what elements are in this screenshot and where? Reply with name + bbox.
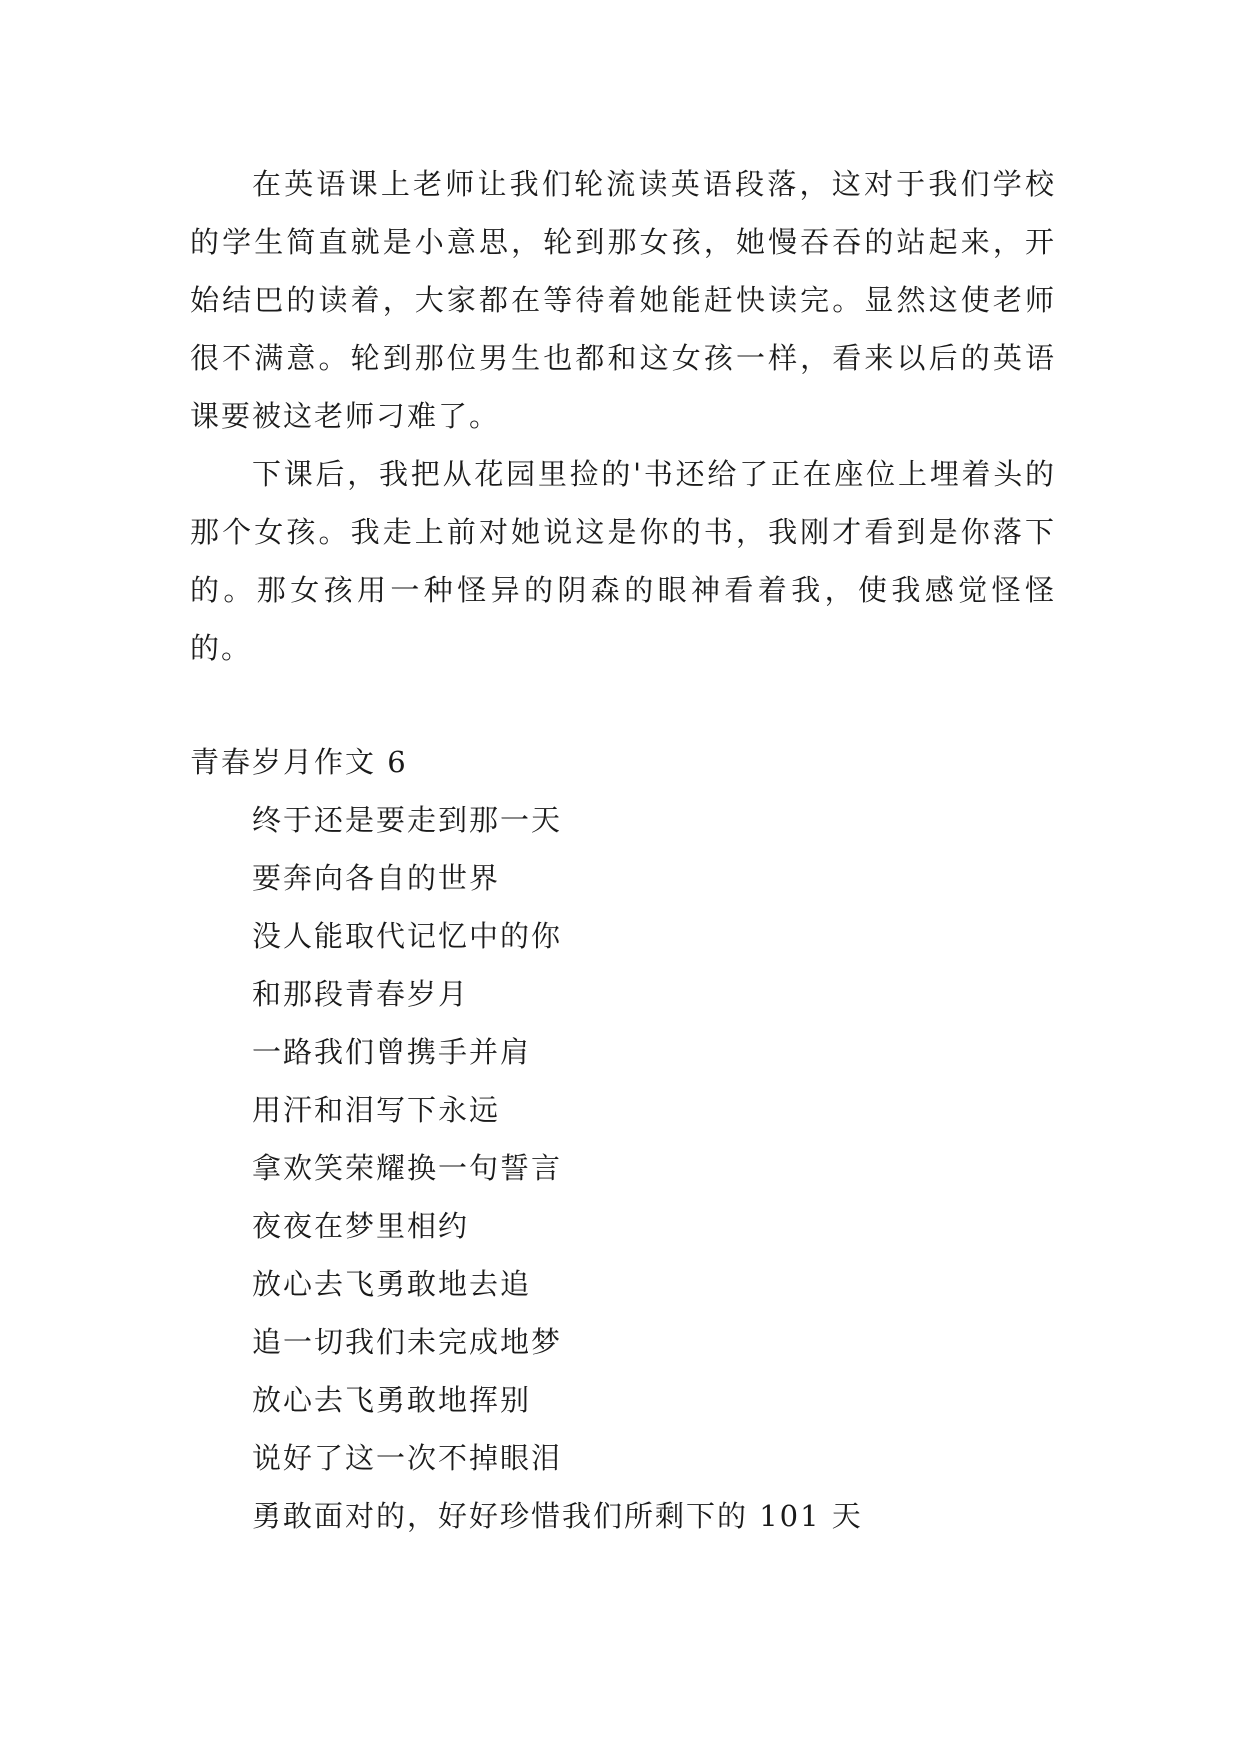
- section-spacer: [190, 677, 1056, 733]
- poem-line: 放心去飞勇敢地挥别: [252, 1383, 532, 1417]
- poem-line: 放心去飞勇敢地去追: [252, 1267, 532, 1301]
- document-body: [190, 155, 1056, 1545]
- poem-line: 追一切我们未完成地梦: [252, 1325, 563, 1359]
- poem-line: 夜夜在梦里相约: [252, 1209, 470, 1243]
- poem-line: 终于还是要走到那一天: [252, 803, 563, 837]
- poem-line: 要奔向各自的世界: [252, 861, 501, 895]
- poem-line: 勇敢面对的，好好珍惜我们所剩下的 101 天: [252, 1499, 863, 1533]
- poem: [190, 791, 1056, 1545]
- section-title: 青春岁月作文 6: [190, 745, 408, 779]
- poem-line: 拿欢笑荣耀换一句誓言: [252, 1151, 563, 1185]
- poem-line: 没人能取代记忆中的你: [252, 919, 563, 953]
- paragraph-after-class: 下课后，我把从花园里捡的'书还给了正在座位上埋着头的那个女孩。我走上前对她说这是你的书，我刚才看到是你落下的。那女孩用一种怪异的阴森的眼神看着我，使我感觉怪怪的。: [190, 457, 1056, 665]
- paragraph-english-class: 在英语课上老师让我们轮流读英语段落，这对于我们学校的学生简直就是小意思，轮到那女孩，她慢吞吞的站起来，开始结巴的读着，大家都在等待着她能赶快读完。显然这使老师很不满意。轮到那位男生也都和这女孩一样，看来以后的英语课要被这老师刁难了。: [190, 167, 1056, 433]
- poem-line: 和那段青春岁月: [252, 977, 470, 1011]
- poem-line: 说好了这一次不掉眼泪: [252, 1441, 563, 1475]
- poem-line: 一路我们曾携手并肩: [252, 1035, 532, 1069]
- poem-line: 用汗和泪写下永远: [252, 1093, 501, 1127]
